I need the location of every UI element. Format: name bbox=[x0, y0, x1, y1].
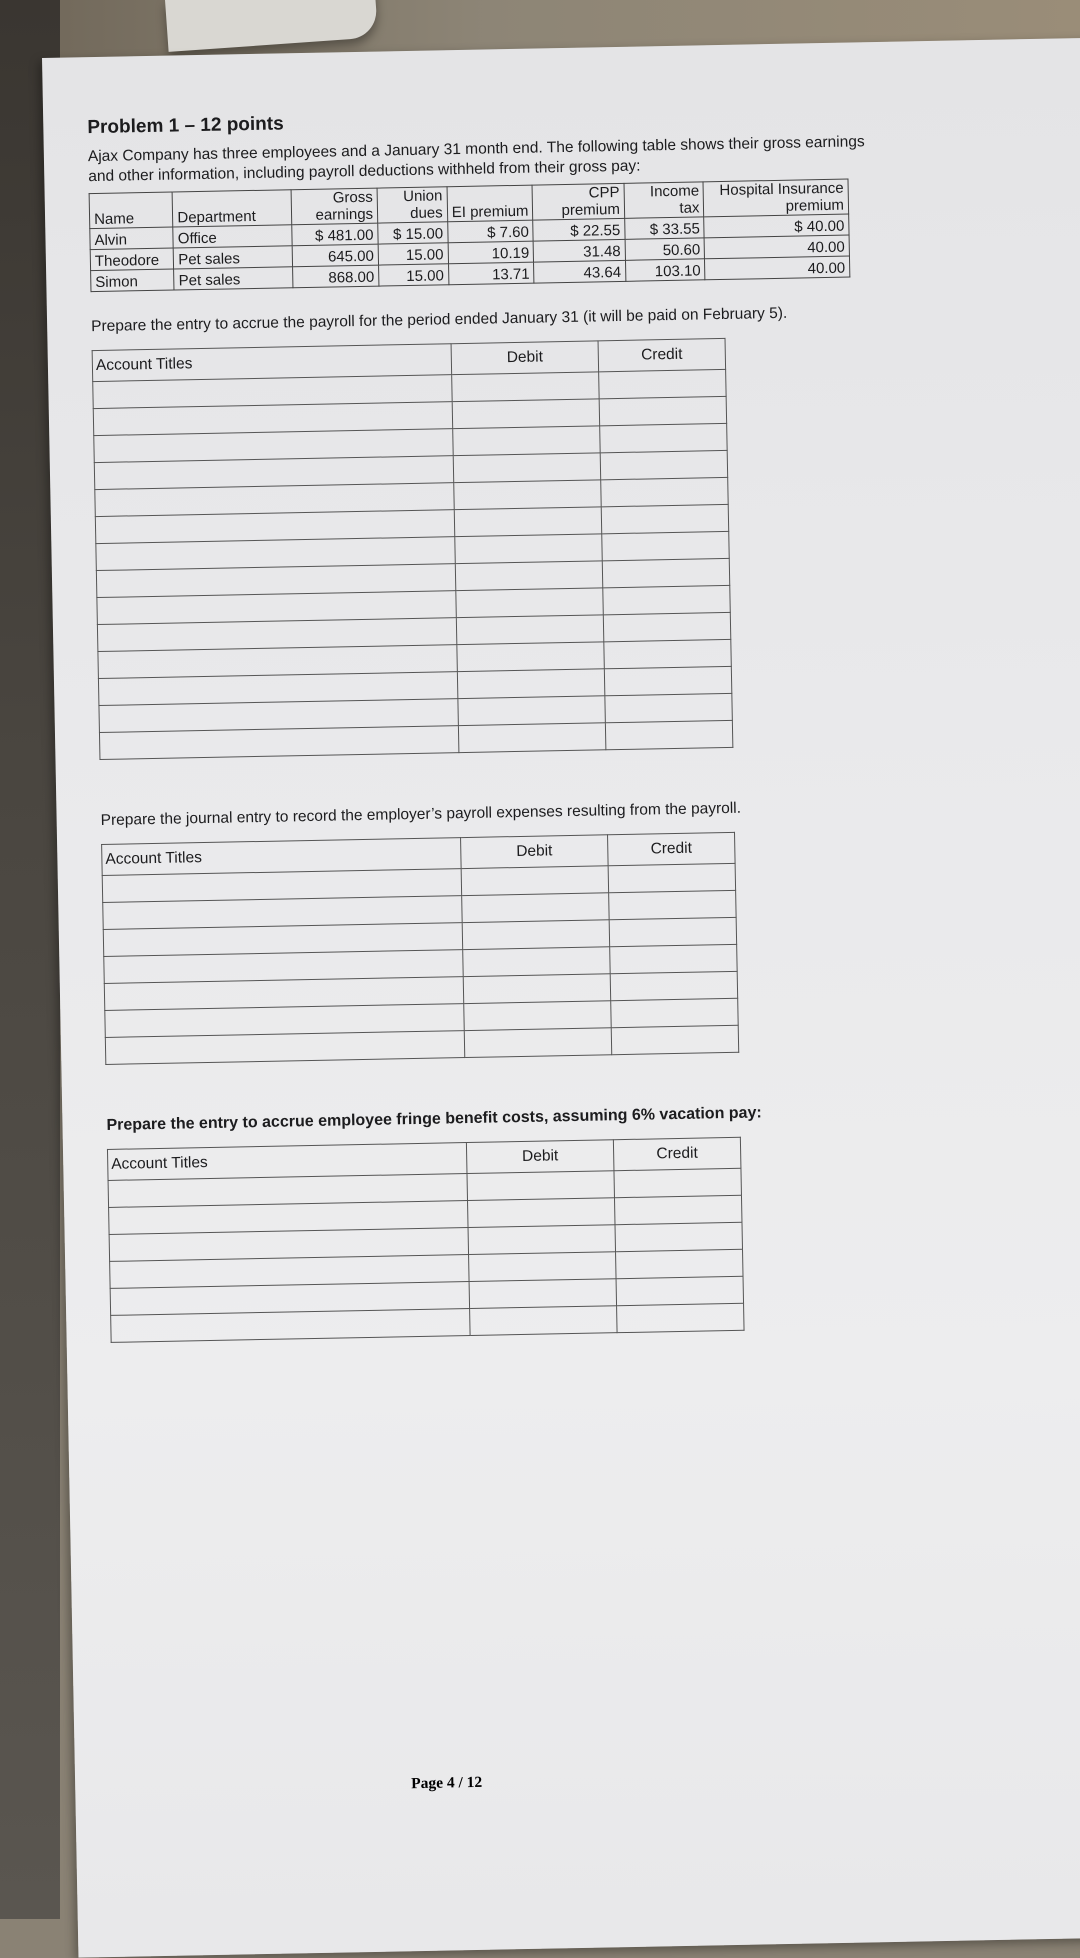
debit-cell[interactable] bbox=[457, 642, 604, 672]
credit-cell[interactable] bbox=[609, 890, 736, 919]
credit-cell[interactable] bbox=[604, 639, 731, 668]
credit-cell[interactable] bbox=[599, 396, 726, 425]
credit-cell[interactable] bbox=[611, 998, 738, 1027]
credit-cell[interactable] bbox=[614, 1168, 741, 1197]
credit-cell[interactable] bbox=[603, 585, 730, 614]
cell-union: 15.00 bbox=[379, 264, 449, 286]
header-hospital-insurance: Hospital Insurance premium bbox=[703, 179, 848, 217]
debit-cell[interactable] bbox=[469, 1252, 616, 1282]
journal-body bbox=[93, 369, 733, 759]
cell-hospital: 40.00 bbox=[705, 235, 850, 259]
cell-name: Alvin bbox=[90, 227, 174, 250]
problem-title: Problem 1 – 12 points bbox=[87, 113, 284, 139]
cell-tax: $ 33.55 bbox=[625, 217, 705, 240]
debit-cell[interactable] bbox=[463, 974, 610, 1004]
header-gross-earnings: Gross earnings bbox=[291, 188, 377, 225]
debit-cell[interactable] bbox=[470, 1306, 617, 1336]
cell-union: $ 15.00 bbox=[378, 222, 448, 244]
credit-cell[interactable] bbox=[601, 477, 728, 506]
cell-department: Pet sales bbox=[174, 267, 293, 290]
debit-cell[interactable] bbox=[456, 615, 603, 645]
cell-ei: 13.71 bbox=[448, 262, 534, 285]
credit-cell[interactable] bbox=[611, 1025, 738, 1054]
debit-cell[interactable] bbox=[455, 534, 602, 564]
credit-cell[interactable] bbox=[610, 944, 737, 973]
problem-intro: Ajax Company has three employees and a January 31 month end. The following table shows their gross earnings and other information, including payroll deductions withheld from their gross pay: bbox=[87, 133, 865, 186]
cell-cpp: 43.64 bbox=[534, 260, 626, 283]
col-credit: Credit bbox=[613, 1137, 741, 1170]
debit-cell[interactable] bbox=[454, 507, 601, 537]
header-department: Department bbox=[172, 190, 292, 227]
credit-cell[interactable] bbox=[605, 693, 732, 722]
debit-cell[interactable] bbox=[456, 588, 603, 618]
debit-cell[interactable] bbox=[464, 1001, 611, 1031]
prompt-employer-expenses: Prepare the journal entry to record the employer’s payroll expenses resulting from the payroll. bbox=[100, 799, 742, 830]
debit-cell[interactable] bbox=[468, 1225, 615, 1255]
credit-cell[interactable] bbox=[610, 971, 737, 1000]
cell-gross: $ 481.00 bbox=[292, 223, 378, 246]
debit-cell[interactable] bbox=[467, 1171, 614, 1201]
journal-table-accrue-payroll bbox=[92, 338, 734, 760]
employee-table bbox=[89, 179, 851, 293]
cell-union: 15.00 bbox=[378, 243, 448, 265]
cell-hospital: $ 40.00 bbox=[704, 214, 849, 238]
account-title-cell[interactable] bbox=[111, 1309, 470, 1343]
cell-gross: 645.00 bbox=[292, 244, 378, 267]
cell-gross: 868.00 bbox=[293, 265, 379, 288]
debit-cell[interactable] bbox=[458, 696, 605, 726]
debit-cell[interactable] bbox=[469, 1279, 616, 1309]
header-name: Name bbox=[89, 192, 173, 229]
debit-cell[interactable] bbox=[462, 920, 609, 950]
page-content bbox=[87, 103, 870, 1343]
credit-cell[interactable] bbox=[603, 612, 730, 641]
credit-cell[interactable] bbox=[616, 1249, 743, 1278]
cell-name: Theodore bbox=[90, 248, 174, 271]
debit-cell[interactable] bbox=[458, 723, 605, 753]
credit-cell[interactable] bbox=[604, 666, 731, 695]
account-title-cell[interactable] bbox=[99, 726, 458, 760]
debit-cell[interactable] bbox=[453, 453, 600, 483]
cell-cpp: 31.48 bbox=[534, 239, 626, 262]
debit-cell[interactable] bbox=[457, 669, 604, 699]
journal-body bbox=[108, 1168, 744, 1342]
debit-cell[interactable] bbox=[455, 561, 602, 591]
debit-cell[interactable] bbox=[461, 866, 608, 896]
page-number: Page 4 / 12 bbox=[411, 1773, 483, 1793]
cell-name: Simon bbox=[91, 269, 175, 292]
prompt-accrue-payroll: Prepare the entry to accrue the payroll for the period ended January 31 (it will be paid on February 5). bbox=[91, 304, 788, 336]
col-credit: Credit bbox=[598, 338, 726, 371]
cell-department: Office bbox=[173, 225, 292, 248]
credit-cell[interactable] bbox=[608, 863, 735, 892]
cell-tax: 50.60 bbox=[625, 238, 705, 261]
col-debit: Debit bbox=[461, 835, 609, 869]
col-account-titles: Account Titles bbox=[102, 838, 462, 876]
credit-cell[interactable] bbox=[602, 531, 729, 560]
credit-cell[interactable] bbox=[609, 917, 736, 946]
debit-cell[interactable] bbox=[452, 372, 599, 402]
debit-cell[interactable] bbox=[453, 426, 600, 456]
journal-table-employer-expenses bbox=[101, 832, 739, 1065]
account-title-cell[interactable] bbox=[105, 1031, 464, 1065]
journal-body bbox=[102, 863, 739, 1064]
header-income-tax: Income tax bbox=[624, 182, 704, 219]
worksheet-page bbox=[42, 37, 1080, 1957]
cell-tax: 103.10 bbox=[625, 259, 705, 282]
header-cpp-premium: CPP premium bbox=[532, 183, 624, 220]
debit-cell[interactable] bbox=[464, 1028, 611, 1058]
credit-cell[interactable] bbox=[615, 1222, 742, 1251]
debit-cell[interactable] bbox=[452, 399, 599, 429]
cell-department: Pet sales bbox=[174, 246, 293, 269]
credit-cell[interactable] bbox=[605, 720, 732, 749]
cell-ei: 10.19 bbox=[448, 241, 534, 264]
credit-cell[interactable] bbox=[616, 1276, 743, 1305]
debit-cell[interactable] bbox=[468, 1198, 615, 1228]
cell-ei: $ 7.60 bbox=[447, 220, 533, 243]
credit-cell[interactable] bbox=[614, 1195, 741, 1224]
header-ei-premium: EI premium bbox=[447, 185, 533, 222]
journal-table-fringe-benefits bbox=[107, 1137, 745, 1343]
col-account-titles: Account Titles bbox=[92, 344, 452, 382]
credit-cell[interactable] bbox=[617, 1303, 744, 1332]
cell-cpp: $ 22.55 bbox=[533, 218, 625, 241]
credit-cell[interactable] bbox=[600, 450, 727, 479]
col-debit: Debit bbox=[451, 341, 599, 375]
debit-cell[interactable] bbox=[463, 947, 610, 977]
credit-cell[interactable] bbox=[599, 369, 726, 398]
cell-hospital: 40.00 bbox=[705, 256, 850, 280]
prompt-fringe-benefits: Prepare the entry to accrue employee fringe benefit costs, assuming 6% vacation pay: bbox=[106, 1104, 762, 1134]
credit-cell[interactable] bbox=[601, 504, 728, 533]
credit-cell[interactable] bbox=[602, 558, 729, 587]
col-debit: Debit bbox=[466, 1140, 614, 1174]
credit-cell[interactable] bbox=[600, 423, 727, 452]
col-account-titles: Account Titles bbox=[107, 1143, 467, 1181]
header-union-dues: Union dues bbox=[377, 187, 447, 223]
debit-cell[interactable] bbox=[462, 893, 609, 923]
debit-cell[interactable] bbox=[454, 480, 601, 510]
col-credit: Credit bbox=[608, 832, 736, 865]
